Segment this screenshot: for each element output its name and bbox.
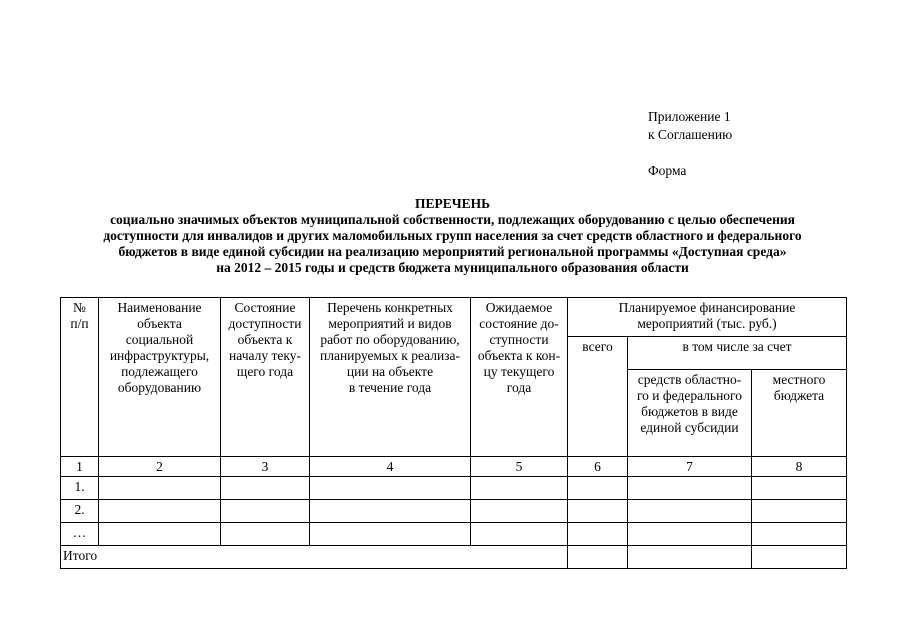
appendix-number: Приложение 1 — [648, 109, 731, 124]
table-cell — [310, 500, 471, 523]
appendix-agreement: к Соглашению — [648, 127, 733, 142]
row-number: 1. — [61, 477, 99, 500]
column-number: 2 — [99, 457, 221, 477]
header-num: № п/п — [61, 298, 99, 457]
table-cell — [471, 523, 568, 546]
document-title — [40, 196, 865, 276]
table-cell — [752, 477, 847, 500]
table-cell — [568, 500, 628, 523]
table-cell — [568, 477, 628, 500]
header-regional-funds: средств областно- го и федерального бюджетов в виде единой субсидии — [628, 370, 752, 457]
table-cell — [99, 477, 221, 500]
appendix-block — [648, 108, 732, 180]
column-number: 8 — [752, 457, 847, 477]
title-line-4: на 2012 – 2015 годы и средств бюджета муниципального образования области — [216, 260, 689, 275]
appendix-form: Форма — [648, 163, 687, 178]
header-planned-financing: Планируемое финансирование мероприятий (тыс. руб.) — [568, 298, 847, 337]
column-number: 3 — [221, 457, 310, 477]
header-including: в том числе за счет — [628, 337, 847, 370]
table-cell — [752, 500, 847, 523]
table-row — [61, 523, 847, 546]
table-cell — [628, 477, 752, 500]
objects-table — [60, 297, 847, 569]
table-cell — [568, 523, 628, 546]
table-cell — [752, 546, 847, 569]
row-number: 2. — [61, 500, 99, 523]
table-cell — [752, 523, 847, 546]
column-numbers-row — [61, 457, 847, 477]
column-number: 7 — [628, 457, 752, 477]
header-local-budget: местного бюджета — [752, 370, 847, 457]
table-cell — [99, 500, 221, 523]
table-cell — [99, 523, 221, 546]
table-row — [61, 477, 847, 500]
title-heading: ПЕРЕЧЕНЬ — [414, 196, 491, 211]
row-number: … — [61, 523, 99, 546]
table-cell — [310, 477, 471, 500]
table-cell — [310, 523, 471, 546]
column-number: 4 — [310, 457, 471, 477]
table-cell — [628, 500, 752, 523]
table-cell — [221, 523, 310, 546]
table-row — [61, 500, 847, 523]
column-number: 5 — [471, 457, 568, 477]
table-cell — [628, 523, 752, 546]
total-row — [61, 546, 847, 569]
table-cell — [221, 477, 310, 500]
header-object-name: Наименование объекта социальной инфраструктуры, подлежащего оборудованию — [99, 298, 221, 457]
header-accessibility-state: Состояние доступности объекта к началу теку- щего года — [221, 298, 310, 457]
table-cell — [471, 500, 568, 523]
title-line-2: доступности для инвалидов и других маломобильных групп населения за счет средств областного и федерального — [103, 228, 802, 243]
title-line-1: социально значимых объектов муниципальной собственности, подлежащих оборудованию с целью обеспечения — [110, 212, 795, 227]
table-cell — [221, 500, 310, 523]
header-measures-list: Перечень конкретных мероприятий и видов работ по оборудованию, планируемых к реализа- ции на объекте в течение года — [310, 298, 471, 457]
header-total: всего — [568, 337, 628, 457]
column-number: 1 — [61, 457, 99, 477]
table-cell — [628, 546, 752, 569]
table-cell — [471, 477, 568, 500]
title-line-3: бюджетов в виде единой субсидии на реализацию мероприятий региональной программы «Доступная среда» — [118, 244, 787, 259]
header-expected-state: Ожидаемое состояние до- ступности объекта к кон- цу текущего года — [471, 298, 568, 457]
column-number: 6 — [568, 457, 628, 477]
table-cell — [568, 546, 628, 569]
total-label: Итого — [61, 546, 568, 569]
